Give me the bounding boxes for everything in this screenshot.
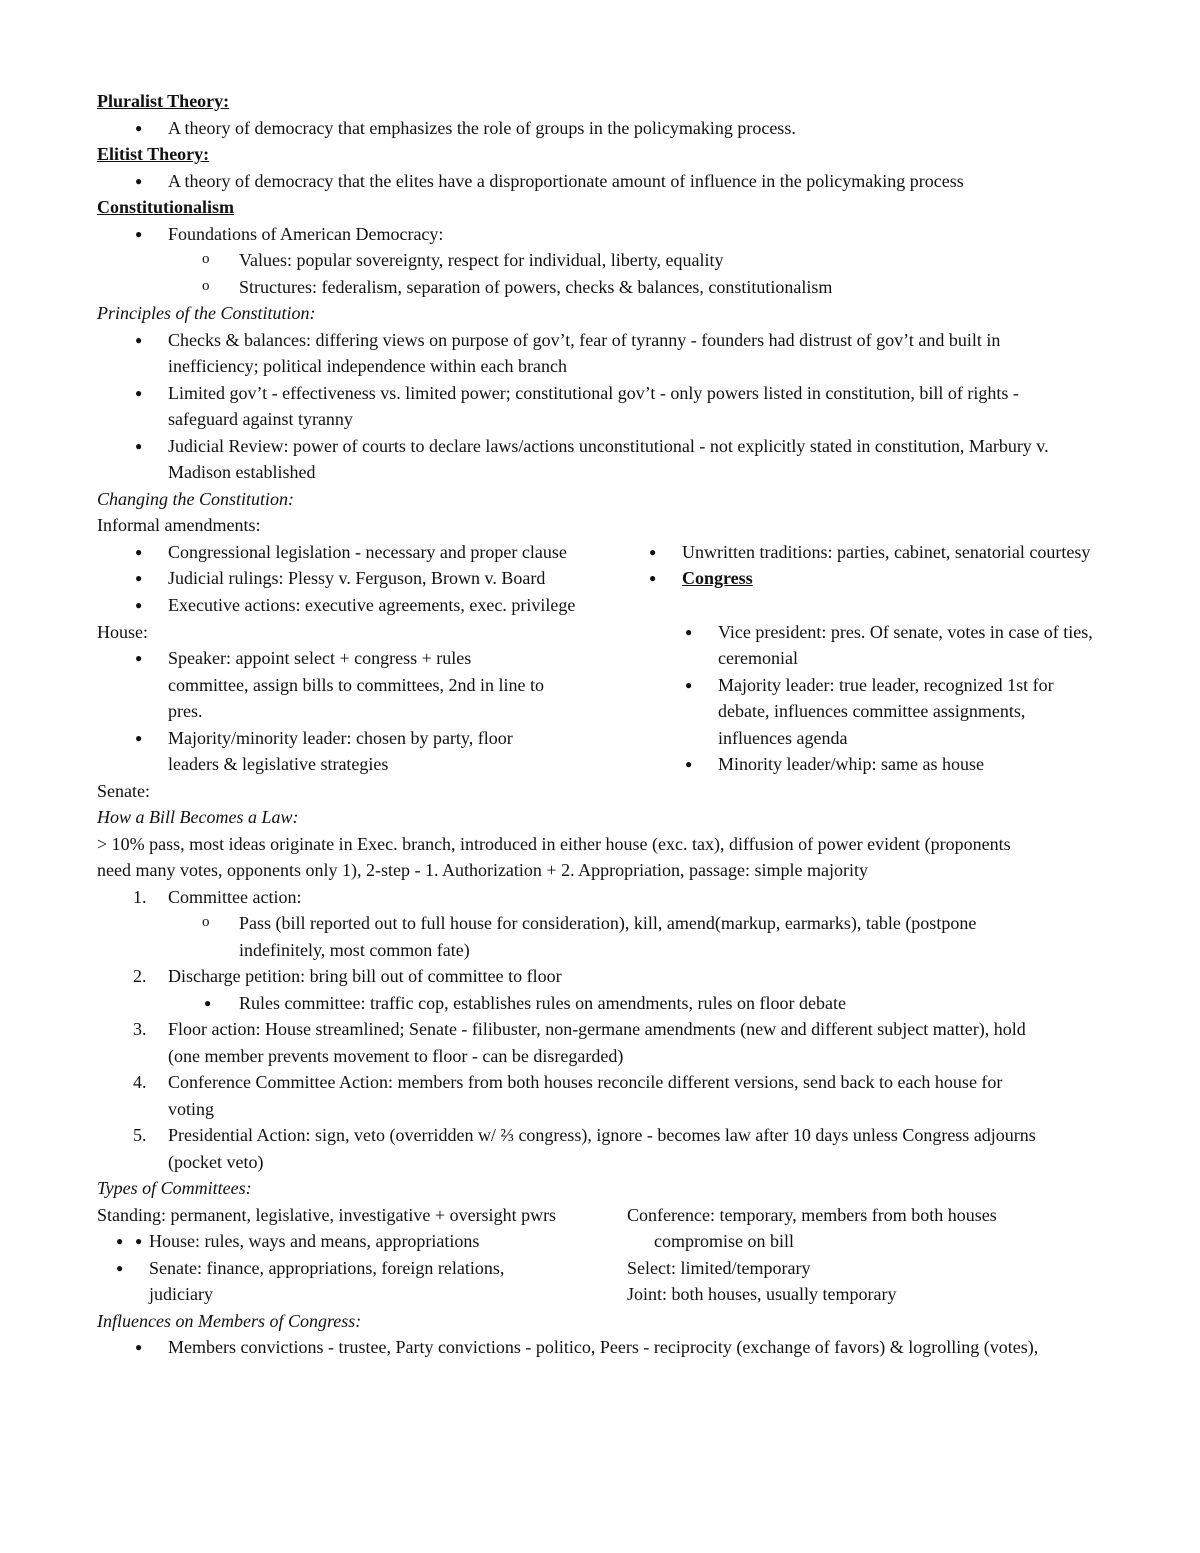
line: ● Vice president: pres. Of senate, votes in case of ties, [718,621,1093,642]
line: influences agenda [718,727,848,748]
sub-list-item: o Values: popular sovereignty, respect for individual, liberty, equality [97,247,1137,274]
senate-label: Senate: [97,780,150,801]
item-text: Committee action: [168,886,302,907]
senate-column [647,619,1147,778]
list-principles [97,327,1137,486]
line: indefinitely, most common fate) [239,939,470,960]
informal-amendments-label: Informal amendments: [97,515,261,535]
sub-list-item: o Structures: federalism, separation of powers, checks & balances, constitutionalism [97,274,1137,301]
heading-principles: Principles of the Constitution: [97,303,316,323]
line: pres. [168,701,203,721]
line: Select: limited/temporary [627,1257,811,1278]
line: ● Speaker: appoint select + congress + rules [168,648,472,668]
list-item: ● Foundations of American Democracy: [97,221,1137,248]
sub-list-item: ● Rules committee: traffic cop, establishes rules on amendments, rules on floor debate [97,990,1137,1017]
item-number: 2. [133,966,147,986]
line: committee, assign bills to committees, 2nd in line to [168,674,544,695]
line: (pocket veto) [168,1151,264,1172]
list-item: ● Executive actions: executive agreements, exec. privilege [97,592,617,619]
other-committees-column [627,1202,1137,1308]
list-item: ● Members convictions - trustee, Party convictions - politico, Peers - reciprocity (exchange of favors) & logrolling (votes), [97,1334,1137,1361]
line: Madison established [168,462,316,482]
list-item-congress [611,565,1151,592]
standing-column [97,1202,617,1308]
item-text: House: rules, ways and means, appropriations [149,1231,480,1251]
list-item [97,963,1137,990]
line: voting [168,1098,215,1119]
item-number: 4. [133,1072,147,1092]
congress-heading: Congress [682,568,753,588]
heading-influences: Influences on Members of Congress: [97,1310,362,1331]
list-item [97,884,1137,911]
line: Conference: temporary, members from both houses [627,1204,997,1225]
item-number: 3. [133,1019,147,1039]
list-item [647,619,1147,672]
line: Floor action: House streamlined; Senate - filibuster, non-germane amendments (new and different subject matter), hold [168,1019,1026,1039]
line: ● Limited gov’t - effectiveness vs. limited power; constitutional gov’t - only powers listed in constitution, bill of rights - [168,382,1019,403]
house-column [97,619,617,778]
heading-bill-law: How a Bill Becomes a Law: [97,807,299,827]
bill-steps-list [97,884,1137,1176]
paragraph-line: need many votes, opponents only 1), 2-step - 1. Authorization + 2. Appropriation, passage: simple majority [97,860,869,880]
heading-committees: Types of Committees: [97,1178,252,1198]
house-label: House: [97,621,148,642]
line: compromise on bill [654,1231,794,1251]
line: ● Majority leader: true leader, recognized 1st for [718,674,1054,695]
list-item [97,1069,1137,1122]
right-column [611,539,1151,592]
line: Presidential Action: sign, veto (overridden w/ ⅔ congress), ignore - becomes law after 10 days unless Congress adjourns [168,1125,1036,1145]
heading-constitutionalism: Constitutionalism [97,197,235,217]
line: ● Judicial Review: power of courts to declare laws/actions unconstitutional - not explicitly stated in constitution, Marbury v. [168,435,1049,456]
line: debate, influences committee assignments, [718,701,1026,721]
list-item [97,1016,1137,1069]
line: ● Majority/minority leader: chosen by party, floor [168,727,513,748]
heading-pluralist-theory: Pluralist Theory: [97,91,230,111]
heading-changing-constitution: Changing the Constitution: [97,488,295,509]
item-text: Discharge petition: bring bill out of committee to floor [168,966,562,986]
item-number: 5. [133,1125,147,1145]
line: Senate: finance, appropriations, foreign relations, [149,1257,505,1278]
list-item [97,645,617,725]
document-page [97,88,1137,1361]
item-number: 1. [133,886,147,907]
list-item [97,380,1137,433]
line: inefficiency; political independence within each branch [168,356,567,376]
list-item: ● Congressional legislation - necessary and proper clause [97,539,617,566]
list-item [97,1255,617,1308]
list-item [97,327,1137,380]
list-item [97,1122,1137,1175]
bullet-icon: ● [116,1260,124,1275]
paragraph-line: > 10% pass, most ideas originate in Exec. branch, introduced in either house (exc. tax), diffusion of power evident (proponents [97,833,1011,854]
list-pluralist [97,115,1137,142]
list-item [97,433,1137,486]
list-item [97,725,617,778]
list-item: ● Unwritten traditions: parties, cabinet, senatorial courtesy [611,539,1151,566]
heading-elitist-theory: Elitist Theory: [97,144,210,164]
list-item: ● Minority leader/whip: same as house [647,751,1147,778]
list-item: ● A theory of democracy that emphasizes the role of groups in the policymaking process. [97,115,1137,142]
list-constitutionalism [97,221,1137,301]
committees-columns [97,1202,1137,1308]
line: ceremonial [718,648,798,668]
list-influences [97,1334,1137,1361]
house-senate-columns [97,619,1137,778]
list-item: ● A theory of democracy that the elites have a disproportionate amount of influence in the policymaking process [97,168,1137,195]
list-item [647,672,1147,752]
standing-label: Standing: permanent, legislative, investigative + oversight pwrs [97,1204,557,1225]
line: (one member prevents movement to floor - can be disregarded) [168,1045,624,1066]
line: Joint: both houses, usually temporary [627,1284,897,1304]
list-item [97,1228,617,1255]
line: ● Checks & balances: differing views on purpose of gov’t, fear of tyranny - founders had distrust of gov’t and built in [168,329,1001,350]
bullet-icon: ● ● [116,1234,124,1248]
list-elitist [97,168,1137,195]
sub-list-item [97,910,1137,963]
list-item: ● Judicial rulings: Plessy v. Ferguson, Brown v. Board [97,565,617,592]
line: safeguard against tyranny [168,409,353,429]
line: Conference Committee Action: members from both houses reconcile different versions, send back to each house for [168,1072,1003,1092]
informal-amendments-columns [97,539,1137,619]
line: o Pass (bill reported out to full house for consideration), kill, amend(markup, earmarks), table (postpone [239,913,977,933]
line: judiciary [149,1284,213,1304]
left-column [97,539,617,619]
line: leaders & legislative strategies [168,754,389,774]
